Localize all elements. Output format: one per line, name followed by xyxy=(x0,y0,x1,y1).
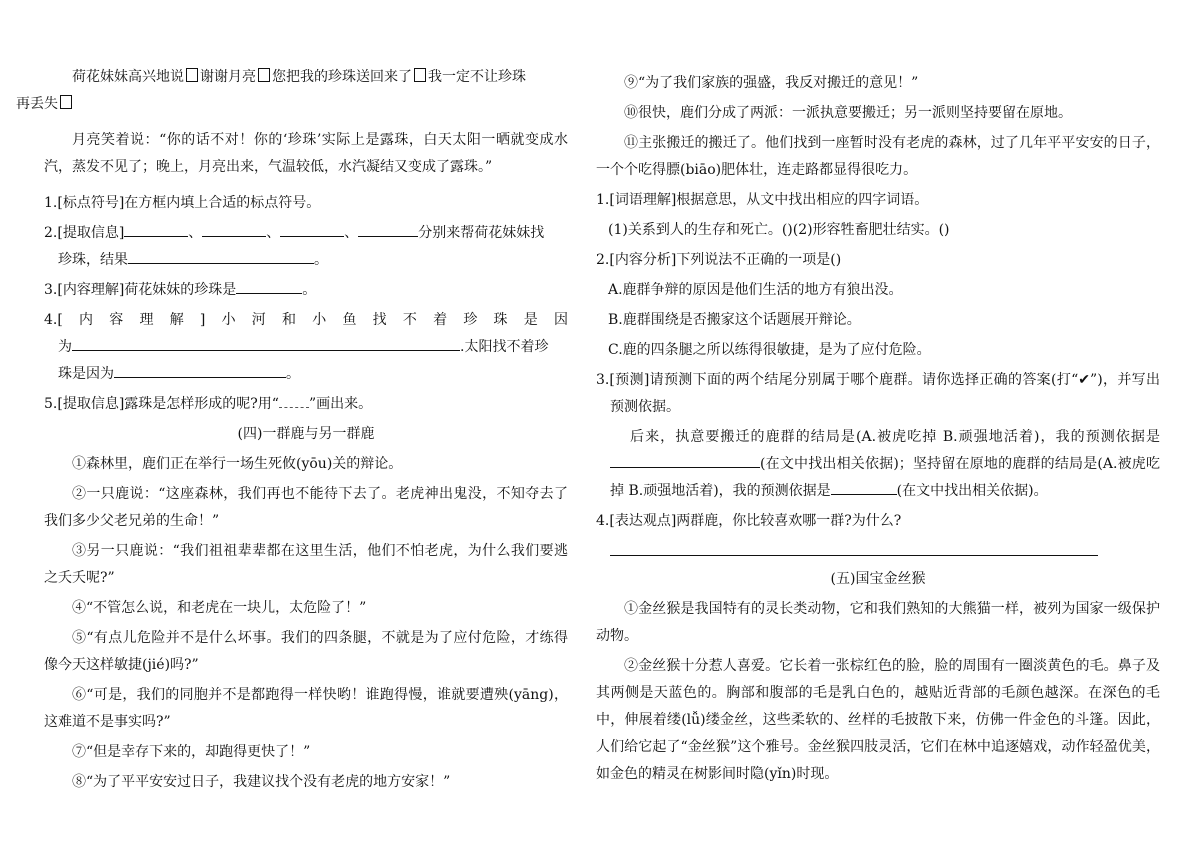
answer-blank[interactable] xyxy=(610,452,760,468)
answer-blank[interactable] xyxy=(358,221,418,237)
question-3: 3.[预测]请预测下面的两个结尾分别属于哪个鹿群。请你选择正确的答案(打“✔”)，并写出预测依据。 xyxy=(596,372,1160,415)
question-2: 2.[提取信息] 、 、 、 分别来帮荷花妹妹找 珍珠，结果 。 xyxy=(44,220,568,274)
answer-blank[interactable] xyxy=(831,479,897,495)
section-title: (五)国宝金丝猴 xyxy=(830,571,926,587)
left-column xyxy=(16,64,568,799)
passage-paragraph: ④“不管怎么说，和老虎在一块儿，太危险了！” xyxy=(72,600,367,616)
answer-blank[interactable] xyxy=(124,221,188,237)
answer-blank[interactable] xyxy=(72,335,460,351)
punctuation-box[interactable] xyxy=(60,95,72,109)
wavy-line-mark xyxy=(279,395,309,408)
punctuation-box[interactable] xyxy=(186,68,198,82)
question-1: 1.[词语理解]根据意思，从文中找出相应的四字词语。 xyxy=(596,192,929,208)
passage-paragraph: ⑥“可是，我们的同胞并不是都跑得一样快哟！谁跑得慢，谁就要遭殃(yāng)，这难道不是事实吗?” xyxy=(44,687,568,730)
passage-paragraph: ⑪主张搬迁的搬迁了。他们找到一座暂时没有老虎的森林，过了几年平平安安的日子，一个个吃得膘(biāo)肥体壮，连走路都显得很吃力。 xyxy=(596,135,1160,178)
passage-paragraph: ②金丝猴十分惹人喜爱。它长着一张棕红色的脸，脸的周围有一圈淡黄色的毛。鼻子及其两侧是天蓝色的。胸部和腹部的毛是乳白色的，越贴近背部的毛颜色越深。在深色的毛中，伸展着缕(lǚ)缕金丝，这些柔软的、丝样的毛披散下来，仿佛一件金色的斗篷。因此，人们给它起了“金丝猴”这个雅号。金丝猴四肢灵活，它们在林中追逐嬉戏，动作轻盈优美，如金色的精灵在树影间时隐(yǐn)时现。 xyxy=(596,658,1160,782)
answer-line[interactable] xyxy=(610,543,1098,556)
answer-blank[interactable] xyxy=(114,362,286,378)
question-5: 5.[提取信息]露珠是怎样形成的呢?用“ ”画出来。 xyxy=(44,396,373,412)
passage-paragraph: ②一只鹿说：“这座森林，我们再也不能待下去了。老虎神出鬼没，不知夺去了我们多少父老兄弟的生命！” xyxy=(44,486,568,529)
question-1-items: (1)关系到人的生存和死亡。()(2)形容牲畜肥壮结实。() xyxy=(608,222,950,238)
punctuation-box[interactable] xyxy=(258,68,270,82)
question-4: 4.[表达观点]两群鹿，你比较喜欢哪一群?为什么? xyxy=(596,513,902,529)
answer-blank[interactable] xyxy=(128,248,314,264)
question-1: 1.[标点符号]在方框内填上合适的标点符号。 xyxy=(44,195,321,211)
punctuation-box[interactable] xyxy=(414,68,426,82)
passage-paragraph: ⑤“有点儿危险并不是什么坏事。我们的四条腿，不就是为了应付危险，才练得像今天这样敏捷(jié)吗?” xyxy=(44,630,568,673)
passage-paragraph: 荷花妹妹高兴地说 谢谢月亮 您把我的珍珠送回来了 我一定不让珍珠 再丢失 xyxy=(16,69,526,112)
question-4: 4.[内容理解]小河和小鱼找不着珍珠是因 为 .太阳找不着珍 珠是因为 。 xyxy=(44,312,568,382)
passage-paragraph: ①森林里，鹿们正在举行一场生死攸(yōu)关的辩论。 xyxy=(72,456,403,472)
passage-paragraph: ③另一只鹿说：“我们祖祖辈辈都在这里生活，他们不怕老虎，为什么我们要逃之夭夭呢?” xyxy=(44,543,568,586)
answer-blank[interactable] xyxy=(236,278,302,294)
option-b[interactable]: B.鹿群围绕是否搬家这个话题展开辩论。 xyxy=(608,312,861,328)
passage-paragraph: ⑧“为了平平安安过日子，我建议找个没有老虎的地方安家！” xyxy=(72,774,451,790)
answer-blank[interactable] xyxy=(202,221,266,237)
option-c[interactable]: C.鹿的四条腿之所以练得很敏捷，是为了应付危险。 xyxy=(608,342,931,358)
question-3-prompt: 后来，执意要搬迁的鹿群的结局是(A.被虎吃掉 B.顽强地活着)，我的预测依据是(在文中找出相关依据)；坚持留在原地的鹿群的结局是(A.被虎吃掉 B.顽强地活着)，我的预测依据是 (在文中找出相关依据)。 xyxy=(610,429,1160,499)
answer-blank[interactable] xyxy=(280,221,344,237)
right-column xyxy=(596,70,1160,791)
passage-paragraph: ①金丝猴是我国特有的灵长类动物，它和我们熟知的大熊猫一样，被列为国家一级保护动物。 xyxy=(596,601,1160,644)
passage-paragraph: ⑩很快，鹿们分成了两派：一派执意要搬迁；另一派则坚持要留在原地。 xyxy=(624,105,1072,121)
passage-paragraph: ⑦“但是幸存下来的，却跑得更快了！” xyxy=(72,744,311,760)
passage-paragraph: 月亮笑着说：“你的话不对！你的‘珍珠’实际上是露珠，白天太阳一晒就变成水汽，蒸发不见了；晚上，月亮出来，气温较低，水汽凝结又变成了露珠。” xyxy=(44,132,568,175)
option-a[interactable]: A.鹿群争辩的原因是他们生活的地方有狼出没。 xyxy=(608,282,903,298)
section-title: (四)一群鹿与另一群鹿 xyxy=(237,426,375,442)
question-2: 2.[内容分析]下列说法不正确的一项是() xyxy=(596,252,842,268)
passage-paragraph: ⑨“为了我们家族的强盛，我反对搬迁的意见！” xyxy=(624,75,919,91)
question-3: 3.[内容理解]荷花妹妹的珍珠是 。 xyxy=(44,277,568,304)
